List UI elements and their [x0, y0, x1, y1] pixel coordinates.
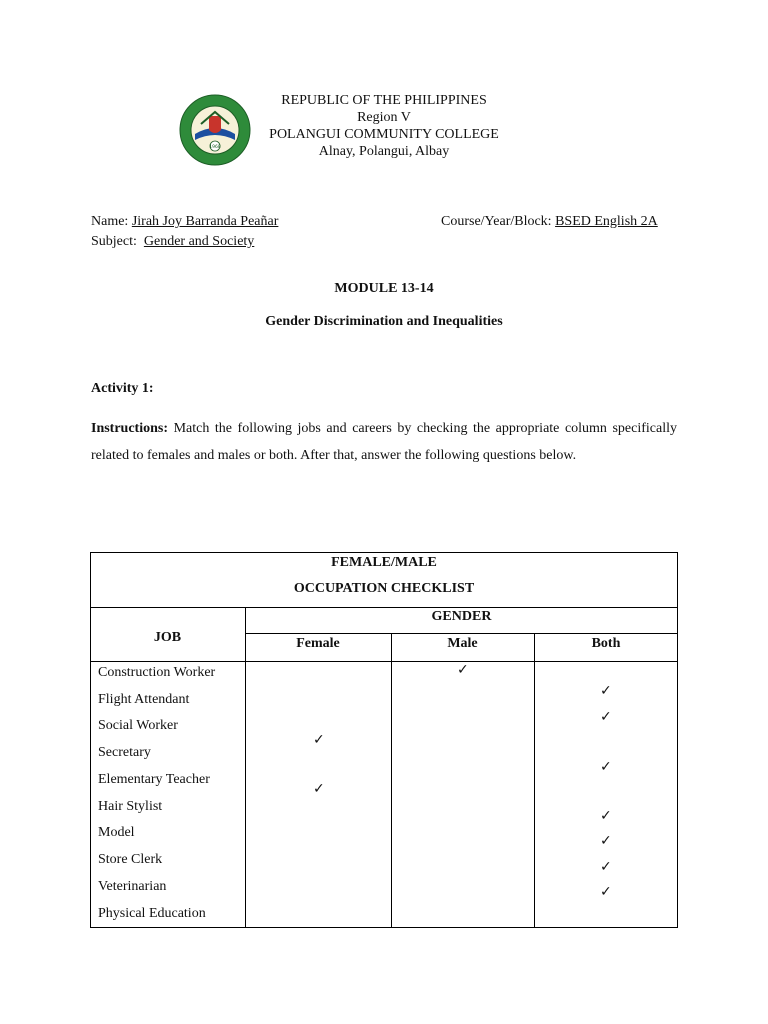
- check-mark-icon: ✓: [600, 833, 612, 849]
- check-mark-icon: ✓: [313, 781, 325, 797]
- check-mark-icon: ✓: [600, 683, 612, 699]
- check-mark-icon: ✓: [600, 808, 612, 824]
- job-row-label: Elementary Teacher: [98, 772, 210, 787]
- check-mark-icon: ✓: [600, 759, 612, 775]
- instructions-paragraph: [91, 415, 677, 469]
- header-region: Region V: [357, 110, 411, 125]
- job-row-label: Veterinarian: [98, 879, 167, 894]
- check-mark-icon: ✓: [457, 662, 469, 678]
- course-field: [441, 213, 658, 231]
- table-title-line1: FEMALE/MALE: [331, 555, 437, 570]
- header-college: POLANGUI COMMUNITY COLLEGE: [269, 127, 499, 142]
- course-value: BSED English 2A: [555, 214, 658, 229]
- table-gender-divider: [245, 633, 678, 634]
- check-mark-icon: ✓: [600, 859, 612, 875]
- job-row-label: Hair Stylist: [98, 799, 163, 814]
- job-row-label: Model: [98, 825, 135, 840]
- table-job-column-divider: [245, 607, 246, 928]
- job-row-label: Store Clerk: [98, 852, 163, 867]
- job-row-label: Construction Worker: [98, 665, 216, 680]
- instructions-text: Match the following jobs and careers by checking the appropriate column specifically related to females and males or both. After that, answer the following questions below.: [91, 421, 678, 463]
- gender-column-header: GENDER: [431, 609, 492, 624]
- header-address: Alnay, Polangui, Albay: [318, 144, 450, 159]
- activity-label: Activity 1:: [91, 381, 154, 396]
- header-republic: REPUBLIC OF THE PHILIPPINES: [281, 93, 487, 108]
- table-male-column-divider: [534, 633, 535, 928]
- job-row-label: Flight Attendant: [98, 692, 190, 707]
- check-mark-icon: ✓: [313, 732, 325, 748]
- table-title-line2: OCCUPATION CHECKLIST: [293, 581, 475, 596]
- male-column-header: Male: [447, 636, 478, 651]
- name-field: [91, 213, 278, 231]
- job-column-header: JOB: [153, 630, 182, 645]
- subject-label: Subject:: [91, 234, 137, 249]
- table-title-divider: [90, 607, 678, 608]
- check-mark-icon: ✓: [600, 709, 612, 725]
- course-label: Course/Year/Block:: [441, 214, 552, 229]
- module-title: MODULE 13-14: [334, 281, 434, 296]
- name-label: Name:: [91, 214, 129, 229]
- table-header-divider: [90, 661, 678, 662]
- subject-value: Gender and Society: [143, 234, 255, 249]
- check-mark-icon: ✓: [600, 884, 612, 900]
- both-column-header: Both: [591, 636, 621, 651]
- job-row-label: Social Worker: [98, 718, 178, 733]
- job-row-label: Secretary: [98, 745, 151, 760]
- name-value: Jirah Joy Barranda Peañar: [131, 214, 279, 229]
- logo-year: 1968: [209, 145, 221, 150]
- instructions-label: Instructions:: [91, 421, 169, 436]
- table-female-column-divider: [391, 633, 392, 928]
- job-row-label: Physical Education: [98, 906, 206, 921]
- female-column-header: Female: [296, 636, 340, 651]
- module-subtitle: Gender Discrimination and Inequalities: [265, 314, 503, 329]
- subject-field: [91, 233, 254, 251]
